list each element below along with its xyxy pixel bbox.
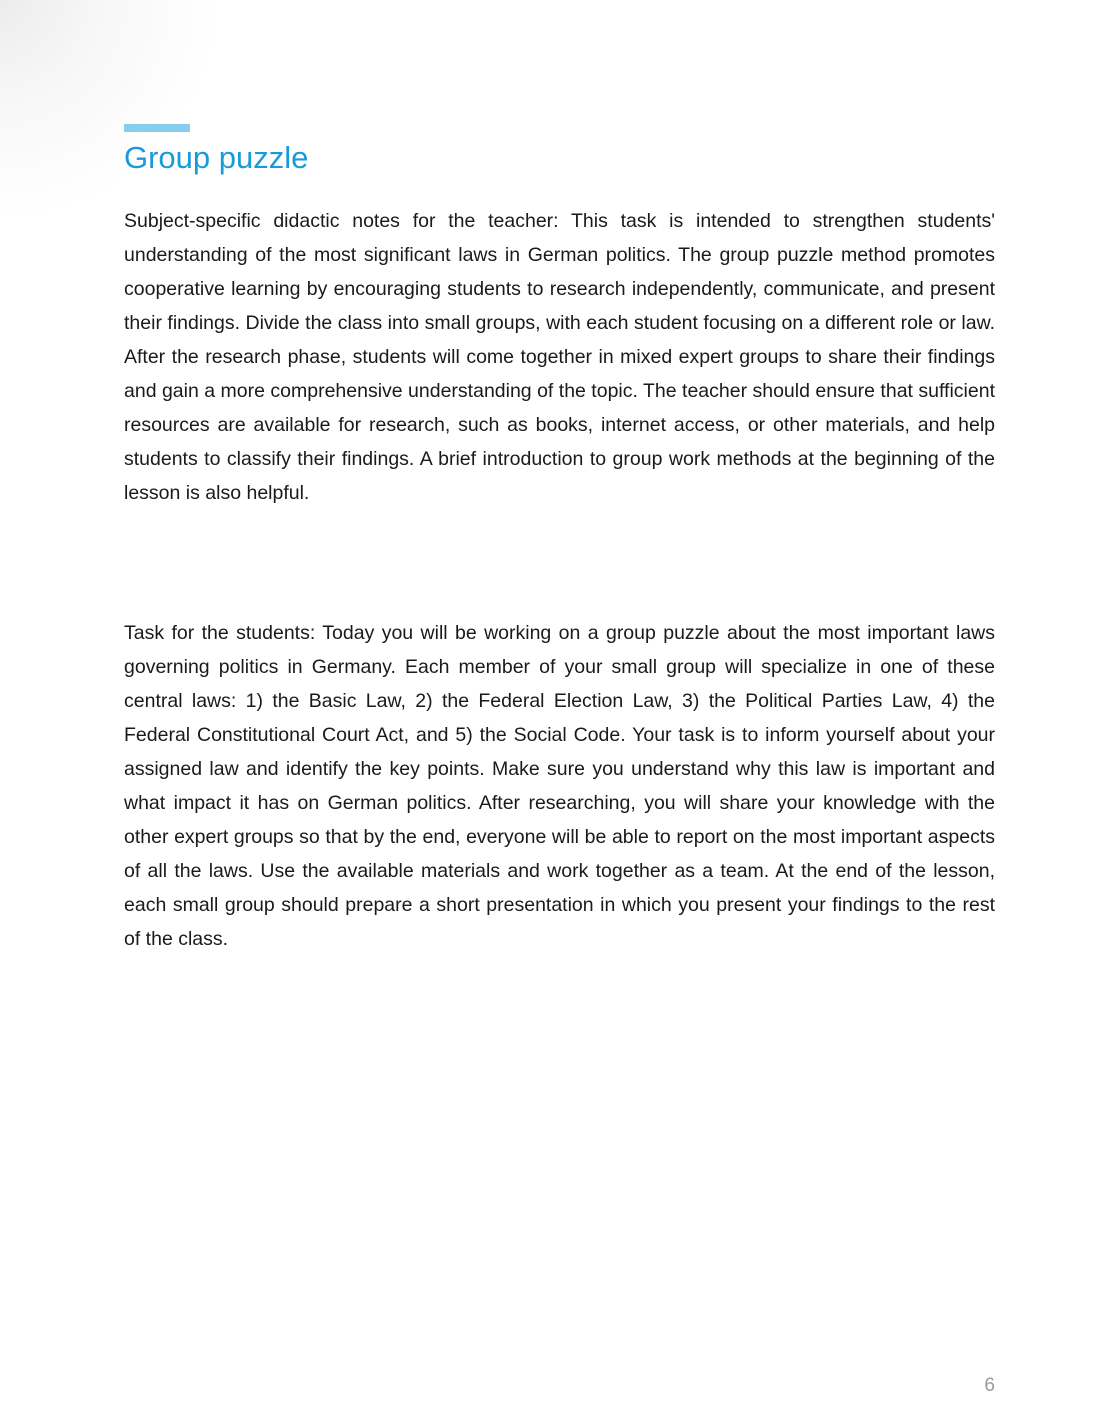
student-task-paragraph: Task for the students: Today you will be working on a group puzzle about the most important laws governing politics in Germany. Each member of your small group will specialize in one of these central laws: 1) the Basic Law, 2) the Federal Election Law, 3) the Political Parties Law, 4) the Federal Constitutional Court Act, and 5) the Social Code. Your task is to inform yourself about your assigned law and identify the key points. Make sure you understand why this law is important and what impact it has on German politics. After researching, you will share your knowledge with the other expert groups so that by the end, everyone will be able to report on the most important aspects of all the laws. Use the available materials and work together as a team. At the end of the lesson, each small group should prepare a short presentation in which you present your findings to the rest of the class. [124, 622, 995, 950]
page-number: 6 [984, 1375, 995, 1396]
page-title: Group puzzle [124, 140, 309, 175]
title-accent-bar [124, 124, 190, 132]
teacher-notes-paragraph: Subject-specific didactic notes for the teacher: This task is intended to strengthen students' understanding of the most significant laws in German politics. The group puzzle method promotes cooperative learning by encouraging students to research independently, communicate, and present their findings. Divide the class into small groups, with each student focusing on a different role or law. After the research phase, students will come together in mixed expert groups to share their findings and gain a more comprehensive understanding of the topic. The teacher should ensure that sufficient resources are available for research, such as books, internet access, or other materials, and help students to classify their findings. A brief introduction to group work methods at the beginning of the lesson is also helpful. [124, 210, 995, 504]
